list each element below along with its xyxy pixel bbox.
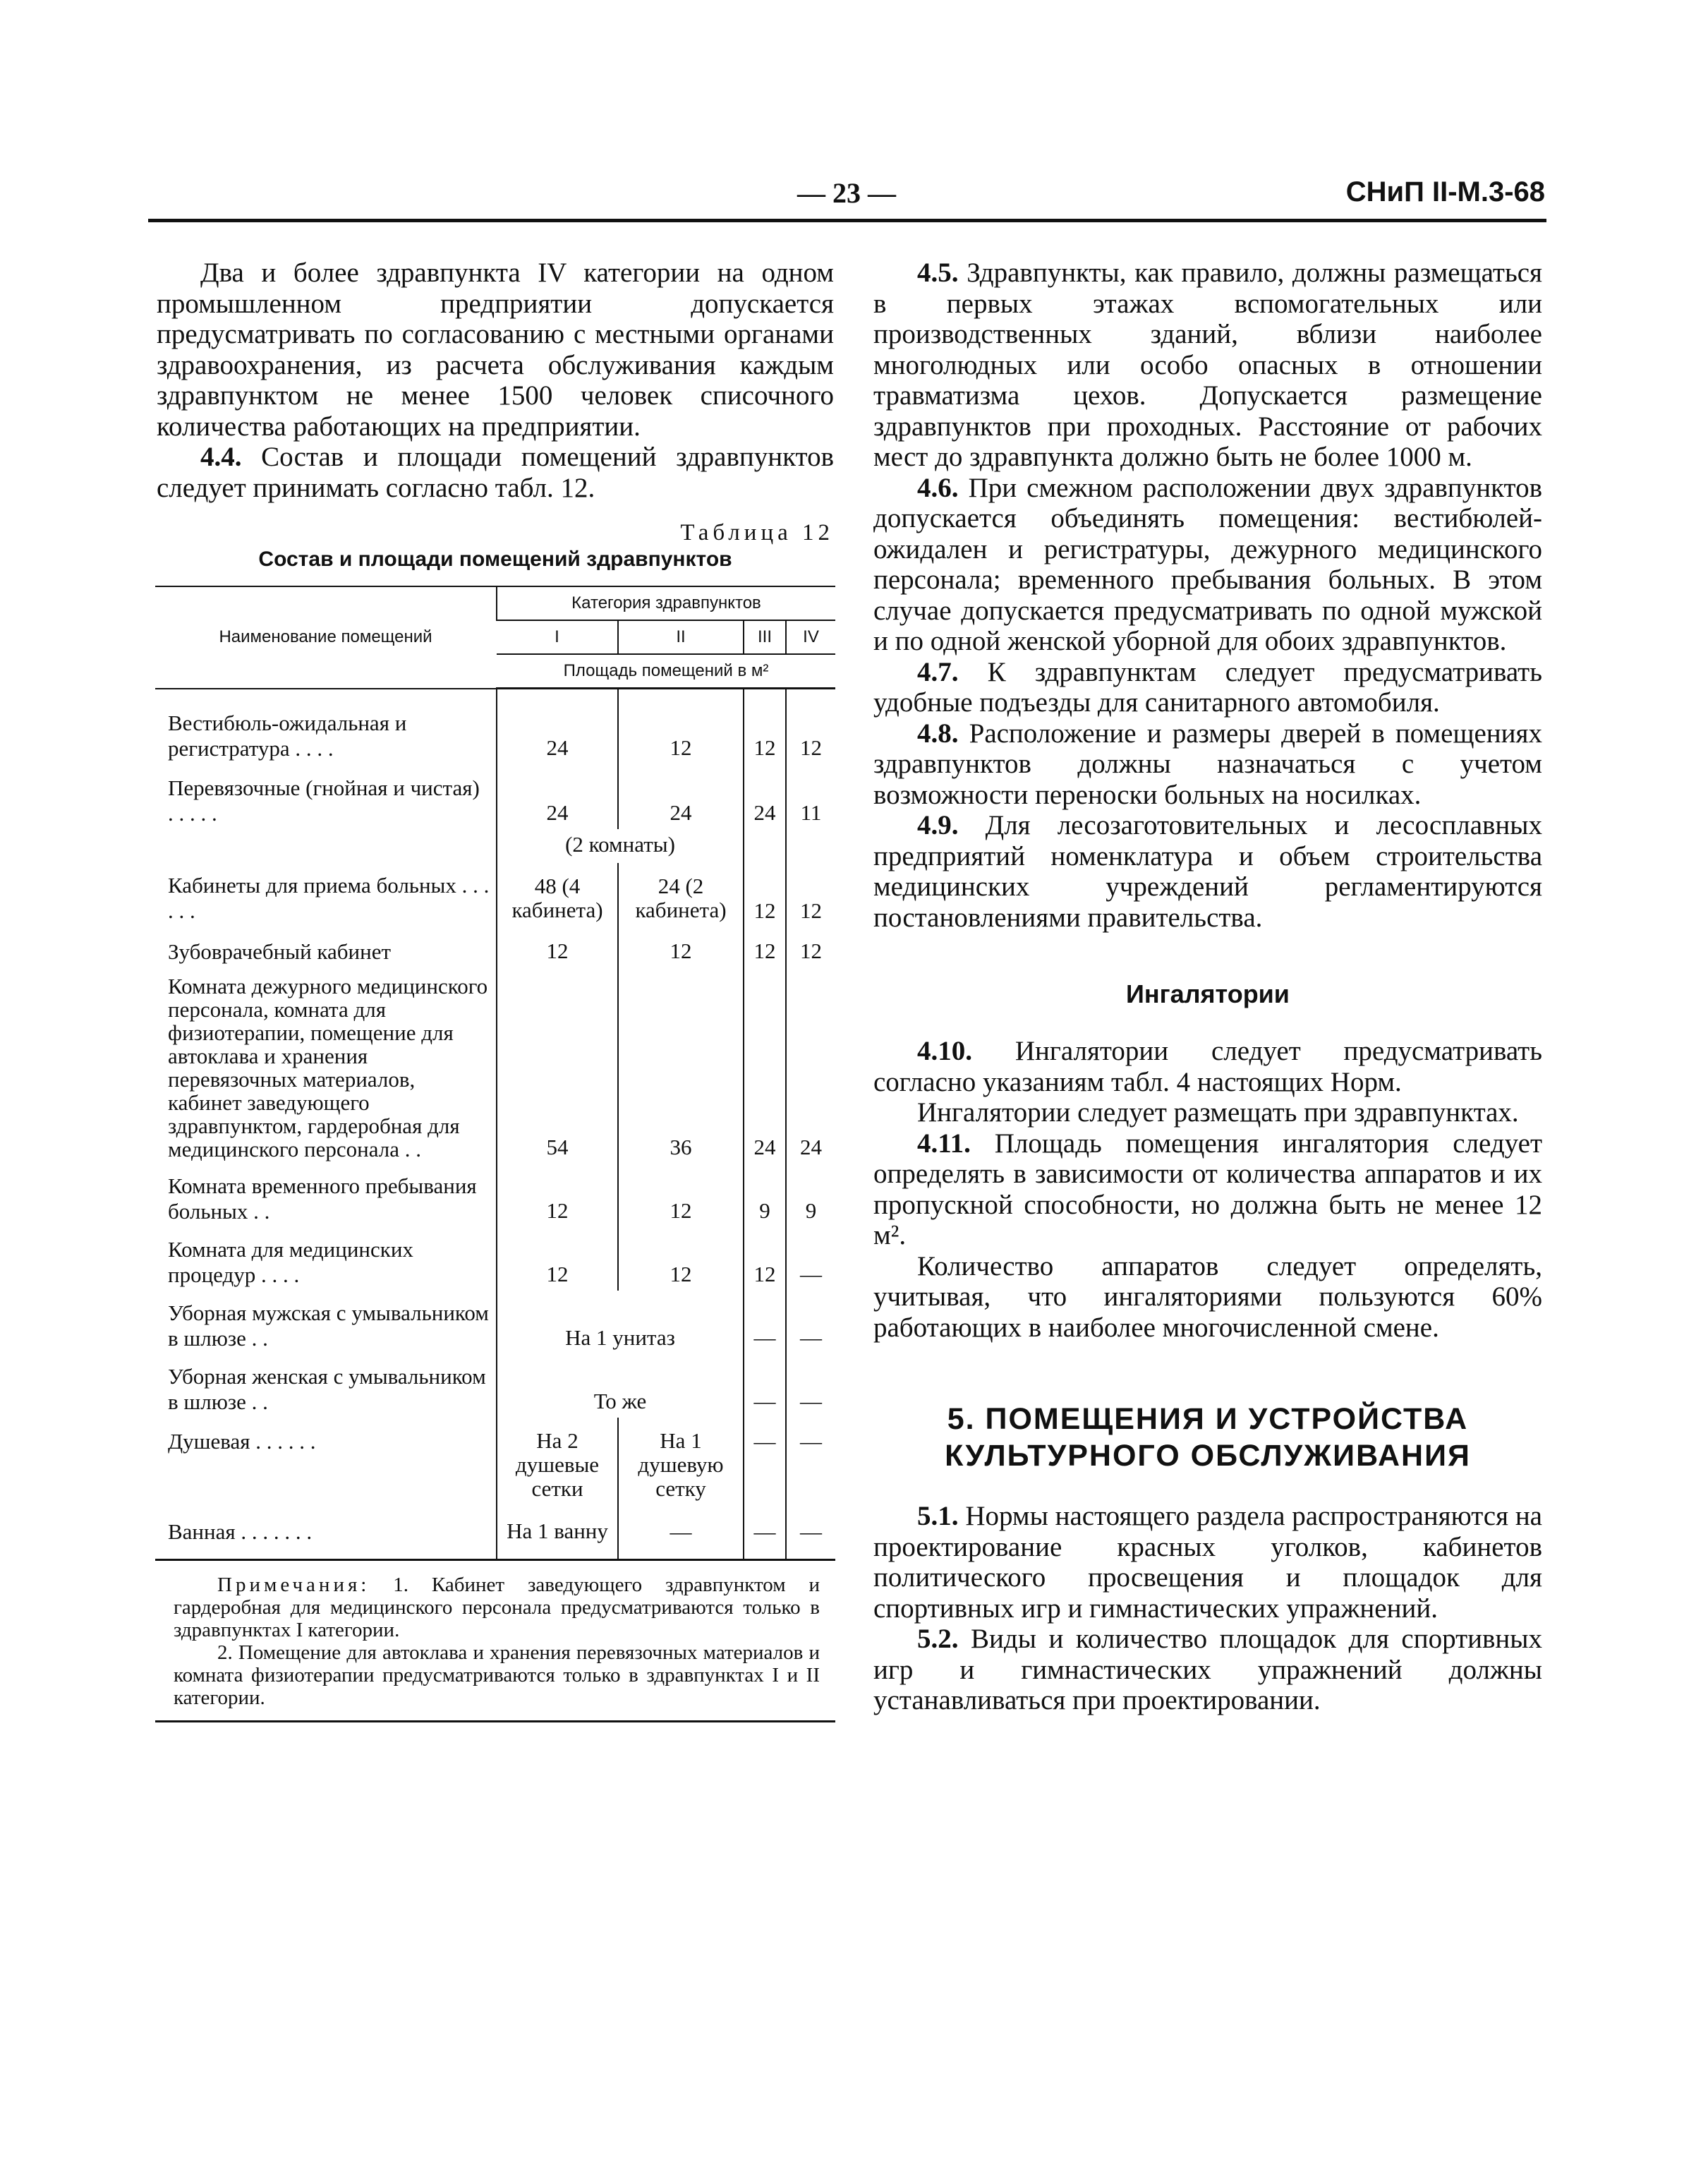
row-name: Кабинеты для приема больных . . . . . .	[168, 872, 490, 923]
clause-text: Ингалятории следует предусматривать согласно указаниям табл. 4 настоящих Норм.	[873, 1036, 1542, 1097]
table-12	[155, 586, 835, 1561]
paragraph-4-4	[157, 442, 834, 503]
row-name: Комната для медицинских процедур . . . .	[168, 1236, 413, 1287]
cell-cat-iv: 11	[786, 764, 835, 829]
table-row	[155, 1505, 835, 1560]
document-code: СНиП II-М.3-68	[1345, 176, 1545, 207]
header-category-group: Категория здравпунктов	[497, 586, 835, 620]
cell-cat-iii: 12	[744, 926, 786, 967]
cell-cat-iii: 12	[744, 1227, 786, 1291]
cell-cat-iii: —	[744, 1505, 786, 1560]
cell-cat-i: На 2 душевые сетки	[497, 1418, 618, 1505]
cell-span-note: (2 комнаты)	[497, 829, 744, 863]
table-row	[155, 863, 835, 926]
cell-cat-i-ii: На 1 унитаз	[497, 1291, 744, 1354]
header-cat-iv: IV	[786, 620, 835, 654]
cell-cat-iii	[744, 829, 786, 863]
table-row	[155, 829, 835, 863]
cell-cat-ii: 24	[618, 764, 744, 829]
paragraph-5-1	[873, 1501, 1542, 1624]
header-area-unit: Площадь помещений в м²	[497, 654, 835, 689]
table-label: Таблица 12	[680, 520, 834, 545]
cell-cat-i: 24	[497, 689, 618, 764]
paragraph-4-7	[873, 657, 1542, 718]
cell-cat-iv: —	[786, 1354, 835, 1418]
paragraph-5-2	[873, 1624, 1542, 1716]
page-number: — 23 —	[797, 177, 896, 209]
cell-cat-iv	[786, 829, 835, 863]
cell-cat-iii: 12	[744, 863, 786, 926]
cell-cat-ii: На 1 душевую сетку	[618, 1418, 744, 1505]
clause-number: 5.1.	[917, 1501, 959, 1531]
row-name	[155, 829, 497, 863]
row-name: Уборная женская с умывальником в шлюзе . .	[168, 1363, 486, 1414]
clause-text: При смежном расположении двух здравпунктов допускается объединять помещения: вестибюлей-ожидален и регистратуры, дежурного медицинского персонала; временного пребывания больных. В этом случае допускается предусматривать по одной мужской и по одной женской уборной для обоих здравпунктов.	[873, 472, 1542, 656]
row-name: Комната временного пребывания больных . .	[168, 1173, 477, 1224]
paragraph-4-11	[873, 1128, 1542, 1251]
cell-cat-i: 48 (4 кабинета)	[497, 863, 618, 926]
table-row	[155, 1291, 835, 1354]
cell-cat-iii: 9	[744, 1164, 786, 1227]
table-row	[155, 1227, 835, 1291]
cell-cat-ii: 12	[618, 1227, 744, 1291]
header-cat-i: I	[497, 620, 618, 654]
notes-label: Примечания:	[217, 1573, 370, 1596]
clause-text: Расположение и размеры дверей в помещениях здравпунктов должны назначаться с учетом возможности переноски больных на носилках.	[873, 718, 1542, 810]
cell-cat-i-ii: То же	[497, 1354, 744, 1418]
header-room-name: Наименование помещений	[155, 586, 497, 689]
table-title: Состав и площади помещений здравпунктов	[258, 548, 732, 571]
table-row	[155, 1354, 835, 1418]
cell-cat-ii: 24 (2 кабинета)	[618, 863, 744, 926]
clause-text: Состав и площади помещений здравпунктов следует принимать согласно табл. 12.	[157, 442, 835, 503]
clause-number: 4.8.	[917, 718, 959, 749]
table-row	[155, 926, 835, 967]
clause-number: 4.11.	[917, 1128, 971, 1159]
cell-cat-iv: —	[786, 1418, 835, 1505]
row-name: Комната дежурного медицинского персонала, комната для физиотерапии, помещение для автоклава и хранения перевязочных материалов, кабинет заведующего здравпунктом, гардеробная для медицинского персонала . .	[168, 973, 488, 1161]
left-column	[157, 258, 834, 1722]
clause-number: 4.10.	[917, 1036, 972, 1066]
clause-text: К здравпунктам следует предусматривать удобные подъезды для санитарного автомобиля.	[873, 656, 1543, 718]
clause-text: Здравпункты, как правило, должны размещаться в первых этажах вспомогательных или производственных зданий, вблизи наиболее многолюдных или особо опасных в отношении травматизма цехов. Допускается размещение здравпунктов при проходных. Расстояние от рабочих мест до здравпункта должно быть не более 1000 м.	[873, 258, 1542, 472]
clause-number: 4.5.	[917, 258, 959, 288]
row-name: Перевязочные (гнойная и чистая) . . . . .	[168, 775, 480, 826]
header-cat-iii: III	[744, 620, 786, 654]
cell-cat-ii: 12	[618, 689, 744, 764]
cell-cat-iii: 24	[744, 764, 786, 829]
row-name: Зубоврачебный кабинет	[168, 938, 392, 964]
clause-number: 4.7.	[917, 656, 959, 687]
row-name: Душевая . . . . . .	[168, 1428, 316, 1454]
cell-cat-i: 12	[497, 1227, 618, 1291]
cell-cat-i: 54	[497, 967, 618, 1164]
clause-text: Площадь помещения ингалятория следует определять в зависимости от количества аппаратов и их пропускной способности, но должна быть не менее 12 м².	[873, 1128, 1543, 1250]
header-rule	[148, 219, 1546, 222]
cell-cat-iv: 12	[786, 863, 835, 926]
notes-bottom-rule	[155, 1720, 835, 1722]
section-heading: 5. ПОМЕЩЕНИЯ И УСТРОЙСТВА КУЛЬТУРНОГО ОБСЛУЖИВАНИЯ	[945, 1402, 1471, 1473]
table-row	[155, 689, 835, 764]
paragraph-4-10	[873, 1036, 1542, 1097]
clause-number: 5.2.	[917, 1624, 959, 1654]
cell-cat-iii: 24	[744, 967, 786, 1164]
note-1: 1. Кабинет заведующего здравпунктом и гардеробная для медицинского персонала предусматриваются только в здравпунктах I категории.	[174, 1573, 820, 1641]
right-column	[873, 258, 1542, 1716]
cell-cat-i: 12	[497, 1164, 618, 1227]
row-name: Уборная мужская с умывальником в шлюзе . .	[168, 1300, 489, 1351]
paragraph: Количество аппаратов следует определять, учитывая, что ингаляториями пользуются 60% работающих в наиболее многочисленной смене.	[873, 1250, 1542, 1343]
page-header	[148, 176, 1545, 219]
table-row	[155, 1418, 835, 1505]
cell-cat-iv: 24	[786, 967, 835, 1164]
subsection-heading: Ингалятории	[1126, 979, 1290, 1008]
clause-text: Нормы настоящего раздела распространяются на проектирование красных уголков, кабинетов политического просвещения и площадок для спортивных игр и гимнастических упражнений.	[873, 1501, 1542, 1624]
cell-cat-i: На 1 ванну	[497, 1505, 618, 1560]
clause-number: 4.9.	[917, 810, 959, 840]
paragraph-4-5	[873, 258, 1542, 473]
cell-cat-iii: —	[744, 1418, 786, 1505]
clause-number: 4.4.	[200, 442, 242, 472]
cell-cat-iv: —	[786, 1227, 835, 1291]
cell-cat-ii: 12	[618, 926, 744, 967]
cell-cat-iv: —	[786, 1291, 835, 1354]
clause-number: 4.6.	[917, 472, 959, 503]
row-name: Ванная . . . . . . .	[155, 1505, 497, 1560]
row-name: Вестибюль-ожидальная и регистратура . . . .	[168, 710, 407, 761]
cell-cat-ii: 36	[618, 967, 744, 1164]
table-row	[155, 967, 835, 1164]
paragraph-4-9	[873, 810, 1542, 933]
cell-cat-i: 24	[497, 764, 618, 829]
cell-cat-iii: —	[744, 1354, 786, 1418]
paragraph: Два и более здравпункта IV категории на одном промышленном предприятии допускается предусматривать по согласованию с местными органами здравоохранения, из расчета обслуживания каждым здравпунктом не менее 1500 человек списочного количества работающих на предприятии.	[157, 258, 834, 442]
cell-cat-iii: 12	[744, 689, 786, 764]
table-row	[155, 764, 835, 829]
table-notes	[157, 1574, 834, 1709]
paragraph-4-8	[873, 718, 1542, 811]
clause-text: Для лесозаготовительных и лесосплавных предприятий номенклатура и объем строительства медицинских учреждений регламентируются постановлениями правительства.	[873, 810, 1542, 933]
cell-cat-iv: 9	[786, 1164, 835, 1227]
cell-cat-iv: 12	[786, 926, 835, 967]
note-2: 2. Помещение для автоклава и хранения перевязочных материалов и комната физиотерапии предусматриваются только в здравпунктах I и II категории.	[174, 1641, 820, 1709]
cell-cat-ii: —	[618, 1505, 744, 1560]
paragraph-4-6	[873, 473, 1542, 657]
paragraph: Ингалятории следует размещать при здравпунктах.	[917, 1097, 1519, 1128]
cell-cat-iii: —	[744, 1291, 786, 1354]
table-row	[155, 1164, 835, 1227]
clause-text: Виды и количество площадок для спортивных игр и гимнастических упражнений должны устанавливаться при проектировании.	[873, 1624, 1543, 1715]
cell-cat-ii: 12	[618, 1164, 744, 1227]
cell-cat-i: 12	[497, 926, 618, 967]
cell-cat-iv: —	[786, 1505, 835, 1560]
cell-cat-iv: 12	[786, 689, 835, 764]
header-cat-ii: II	[618, 620, 744, 654]
